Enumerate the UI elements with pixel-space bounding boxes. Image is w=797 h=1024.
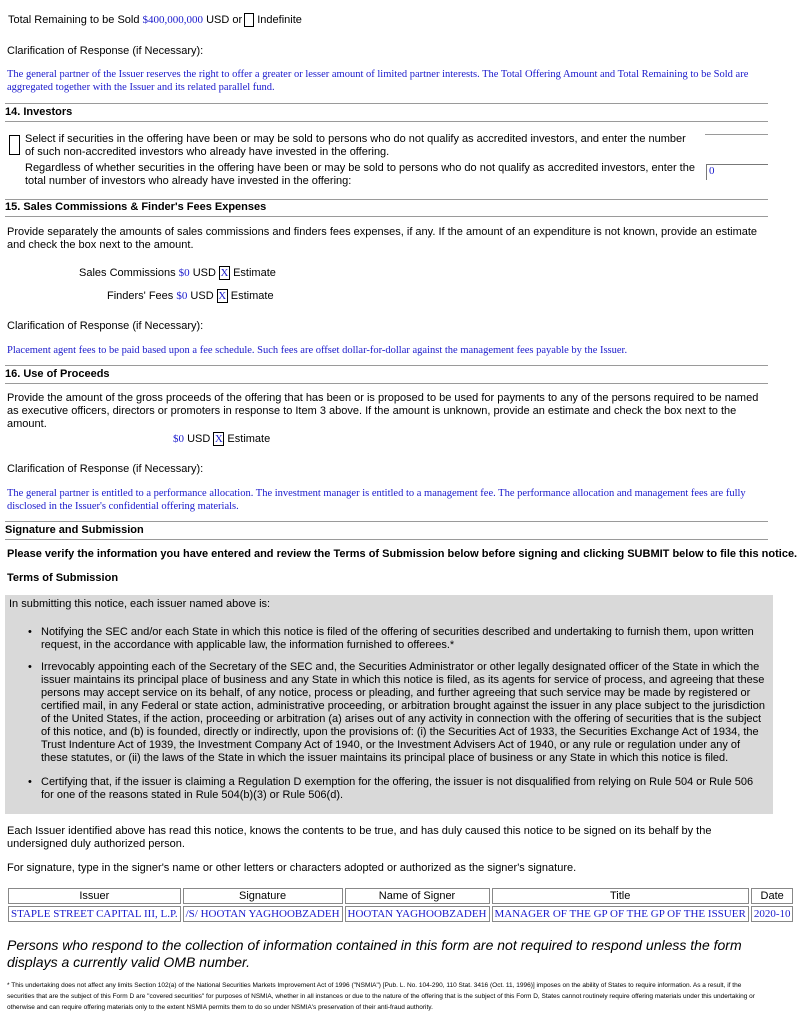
divider [5,216,768,217]
issuer-statement: Each Issuer identified above has read this notice, knows the contents to be true, and has duly caused this notice to be signed on its behalf by the undersigned duly authorized person. [7,825,712,850]
terms-bullet: • Notifying the SEC and/or each State in which this notice is filed of the offering of securities described and undertaking to furnish them, upon written request, in the accordance with applicable law, the information furnished to offerees.* [41,626,768,652]
terms-of-submission-box [5,595,773,814]
clarification-text: The general partner of the Issuer reserves the right to offer a greater or lesser amount of limited partner interests. The Total Offering Amount and Total Remaining to be Sold are aggregated together with the Issuer and its related parallel fund. [7,69,749,93]
non-accredited-checkbox[interactable] [9,135,20,155]
clarification-text: Placement agent fees to be paid based upon a fee schedule. Such fees are offset dollar-for-dollar against the management fees payable by the Issuer. [7,345,628,356]
commissions-intro: Provide separately the amounts of sales commissions and finders fees expenses, if any. If the amount of an expenditure is not known, provide an estimate and check the box next to the amount. [7,226,758,251]
divider [5,103,768,104]
sales-commissions-row: Sales Commissions $0 USD X Estimate [79,266,276,279]
clarification-label: Clarification of Response (if Necessary): [7,463,204,475]
footnote: * This undertaking does not affect any limits Section 102(a) of the National Securities Markets Improvement Act of 1996 ("NSMIA") [Pub. L. No. 104-290, 110 Stat. 3416 (Oct. 11, 1996)] imposes on the ability of States to require information. As a result, if the securities that are the subject of this Form D are "covered securities" for purposes of NSMIA, whether in all instances or due to the nature of the offering that is the subject of this Form D, States cannot routinely require offering materials under this undertaking or otherwise and can require offering materials only to the extent NSMIA permits them to do so under NSMIA's preservation of their anti-fraud authority. [7,982,755,1011]
finders-fees-value: $0 [176,289,188,302]
column-header: Signature [183,888,343,904]
table-header-row [8,888,793,904]
date-cell: 2020-10 [751,906,794,922]
terms-intro: In submitting this notice, each issuer named above is: [9,598,271,610]
proceeds-estimate-checkbox[interactable]: X [214,433,223,445]
divider [5,121,768,122]
non-accredited-text: Select if securities in the offering have been or may be sold to persons who do not qualify as accredited investors, and enter the number of such non-accredited investors who already have invested in the offering. [25,133,686,158]
issuer-cell: STAPLE STREET CAPITAL III, L.P. [8,906,181,922]
divider [5,365,768,366]
clarification-label: Clarification of Response (if Necessary): [7,45,204,57]
use-of-proceeds-row: $0 USD X Estimate [173,432,271,445]
finders-estimate-checkbox[interactable]: X [218,290,227,302]
use-of-proceeds-value: $0 [173,432,184,445]
clarification-text: The general partner is entitled to a performance allocation. The investment manager is entitled to a management fee. The performance allocation and management fees are fully disclosed in the Issuer's confidential offering materials. [7,488,746,512]
sales-estimate-checkbox[interactable]: X [220,267,229,279]
total-investors-text: Regardless of whether securities in the offering have been or may be sold to persons who do not qualify as accredited investors, enter the total number of investors who already have invested in the offering: [25,162,695,187]
signer-name-cell: HOOTAN YAGHOOBZADEH [345,906,490,922]
section-title-investors: 14. Investors [5,106,73,118]
section-title-commissions: 15. Sales Commissions & Finder's Fees Expenses [5,201,267,213]
divider [5,383,768,384]
total-investors-input[interactable]: 0 [706,164,768,180]
total-remaining-row: Total Remaining to be Sold $400,000,000 USD or Indefinite [8,13,302,26]
terms-bullet: • Irrevocably appointing each of the Secretary of the SEC and, the Securities Administrator or other legally designated officer of the State in which the issuer maintains its principal place of business and any State in which this notice is filed, as its agents for service of process, and agreeing that these persons may accept service on its behalf, of any notice, process or pleading, and further agreeing that such service may be made by registered or certified mail, in any Federal or state action, administrative proceeding, or arbitration brought against the issuer in any place subject to the jurisdiction of the United States, if the action, proceeding or arbitration (a) arises out of any activity in connection with the offering of securities that is the subject of this notice, and (b) is founded, directly or indirectly, upon the provisions of: (i) the Securities Act of 1933, the Securities Exchange Act of 1934, the Trust Indenture Act of 1939, the Investment Company Act of 1940, or the Investment Advisers Act of 1940, or any rule or regulation under any of these statutes, or (ii) the laws of the State in which the issuer maintains its principal place of business or any State in which this notice is filed. [41,661,768,765]
divider [5,521,768,522]
use-of-proceeds-intro: Provide the amount of the gross proceeds of the offering that has been or is proposed to be used for payments to any of the persons required to be named as executive officers, directors or promoters in response to Item 3 above. If the amount is unknown, provide an estimate and check the box next to the amount. [7,392,759,430]
signature-table [6,886,795,924]
divider [5,199,768,200]
section-title-use-of-proceeds: 16. Use of Proceeds [5,368,110,380]
non-accredited-count-line [705,134,768,135]
terms-bullet: • Certifying that, if the issuer is claiming a Regulation D exemption for the offering, the issuer is not disqualified from relying on Rule 504 or Rule 506 for one of the reasons stated in Rule 504(b)(3) or Rule 506(d). [41,776,768,802]
sales-commissions-value: $0 [178,266,190,279]
omb-notice: Persons who respond to the collection of information contained in this form are not required to respond unless the form displays a currently valid OMB number. [7,937,742,970]
clarification-label: Clarification of Response (if Necessary): [7,320,204,332]
verify-instruction: Please verify the information you have entered and review the Terms of Submission below before signing and clicking SUBMIT below to file this notice. [7,548,797,560]
column-header: Name of Signer [345,888,490,904]
section-title-signature: Signature and Submission [5,524,144,536]
indefinite-checkbox[interactable] [244,13,254,27]
terms-title: Terms of Submission [7,572,119,584]
signature-instruction: For signature, type in the signer's name or other letters or characters adopted or authorized as the signer's signature. [7,862,577,874]
finders-fees-row: Finders' Fees $0 USD X Estimate [107,289,274,302]
total-remaining-value: $400,000,000 [142,13,204,26]
table-row [8,906,793,922]
signature-cell: /S/ HOOTAN YAGHOOBZADEH [183,906,343,922]
column-header: Title [492,888,749,904]
divider [5,539,768,540]
column-header: Date [751,888,794,904]
title-cell: MANAGER OF THE GP OF THE GP OF THE ISSUER [492,906,749,922]
column-header: Issuer [8,888,181,904]
